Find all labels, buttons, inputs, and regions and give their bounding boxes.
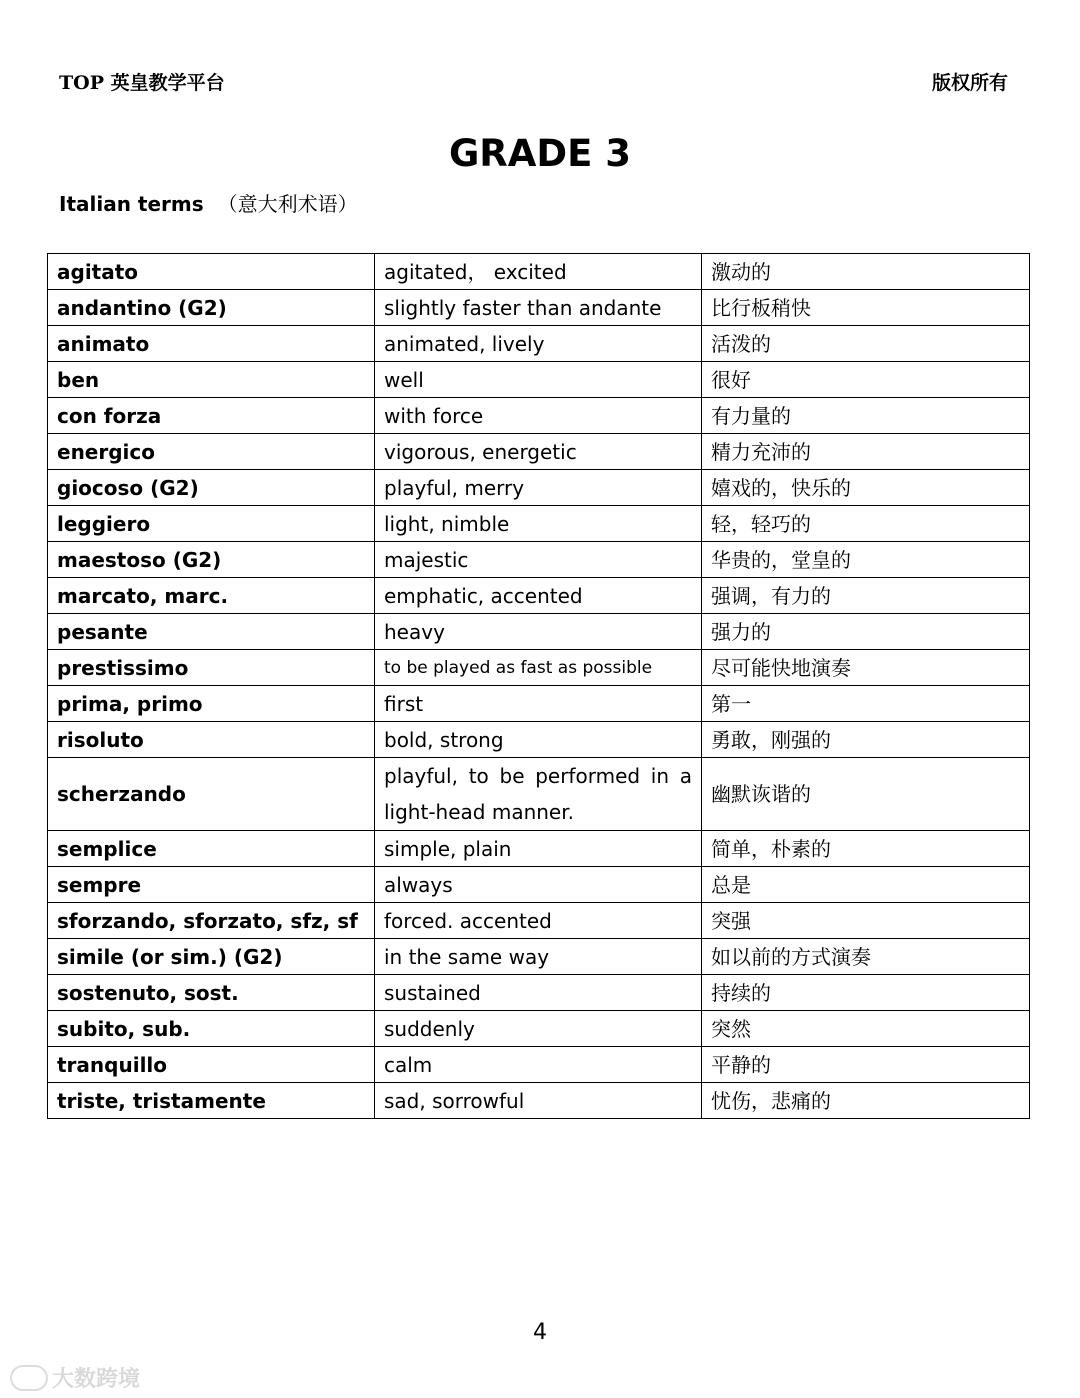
header-copyright: 版权所有 [931,72,1008,94]
term-cell: triste, tristamente [48,1083,375,1119]
table-row [48,1047,1030,1083]
chinese-cell: 有力量的 [702,398,1030,434]
table-row [48,939,1030,975]
table-row [48,326,1030,362]
page-number: 4 [533,1320,547,1345]
chinese-cell: 尽可能快地演奏 [702,650,1030,686]
watermark-text: 大数跨境 [52,1367,141,1392]
english-cell: calm [375,1047,702,1083]
term-cell: pesante [48,614,375,650]
chinese-cell: 幽默诙谐的 [702,758,1030,831]
term-cell: animato [48,326,375,362]
term-cell: leggiero [48,506,375,542]
section-subtitle [59,188,358,217]
term-cell: con forza [48,398,375,434]
term-cell: simile (or sim.) (G2) [48,939,375,975]
chinese-cell: 活泼的 [702,326,1030,362]
english-cell: in the same way [375,939,702,975]
chinese-cell: 强调，有力的 [702,578,1030,614]
table-row [48,470,1030,506]
term-cell: tranquillo [48,1047,375,1083]
term-cell: energico [48,434,375,470]
english-cell: playful, to be performed in a light-head manner. [375,758,702,831]
term-cell: prestissimo [48,650,375,686]
english-cell: simple, plain [375,831,702,867]
table-row [48,903,1030,939]
english-cell: sad, sorrowful [375,1083,702,1119]
term-cell: maestoso (G2) [48,542,375,578]
chinese-cell: 突然 [702,1011,1030,1047]
english-cell: agitated， excited [375,254,702,290]
term-cell: sostenuto, sost. [48,975,375,1011]
chinese-cell: 强力的 [702,614,1030,650]
english-cell: to be played as fast as possible [375,650,702,686]
table-row [48,686,1030,722]
chinese-cell: 总是 [702,867,1030,903]
english-cell: playful, merry [375,470,702,506]
term-cell: scherzando [48,758,375,831]
term-cell: agitato [48,254,375,290]
subtitle-chinese: （意大利术语） [217,192,358,216]
table-row [48,1083,1030,1119]
table-row [48,254,1030,290]
english-cell: always [375,867,702,903]
english-cell: well [375,362,702,398]
chinese-cell: 比行板稍快 [702,290,1030,326]
chinese-cell: 持续的 [702,975,1030,1011]
english-cell: forced. accented [375,903,702,939]
chinese-cell: 很好 [702,362,1030,398]
term-cell: prima, primo [48,686,375,722]
chinese-cell: 忧伤，悲痛的 [702,1083,1030,1119]
chinese-cell: 激动的 [702,254,1030,290]
table-row [48,290,1030,326]
term-cell: ben [48,362,375,398]
chinese-cell: 第一 [702,686,1030,722]
term-cell: semplice [48,831,375,867]
english-cell: bold, strong [375,722,702,758]
term-cell: sempre [48,867,375,903]
table-row [48,975,1030,1011]
table-row [48,362,1030,398]
watermark [10,1362,140,1393]
term-cell: subito, sub. [48,1011,375,1047]
english-cell: emphatic, accented [375,578,702,614]
english-cell: vigorous, energetic [375,434,702,470]
chinese-cell: 平静的 [702,1047,1030,1083]
chinese-cell: 轻，轻巧的 [702,506,1030,542]
term-cell: andantino (G2) [48,290,375,326]
table-row [48,758,1030,831]
term-cell: risoluto [48,722,375,758]
subtitle-english: Italian terms [59,192,204,216]
table-row [48,506,1030,542]
english-cell: slightly faster than andante [375,290,702,326]
table-row [48,614,1030,650]
watermark-logo-icon [10,1365,48,1391]
table-row [48,650,1030,686]
english-cell: first [375,686,702,722]
chinese-cell: 嬉戏的，快乐的 [702,470,1030,506]
term-cell: giocoso (G2) [48,470,375,506]
chinese-cell: 勇敢，刚强的 [702,722,1030,758]
term-cell: sforzando, sforzato, sfz, sf [48,903,375,939]
table-row [48,867,1030,903]
table-row [48,542,1030,578]
english-cell: with force [375,398,702,434]
header-platform-name: TOP 英皇教学平台 [59,72,225,94]
english-cell: animated, lively [375,326,702,362]
chinese-cell: 华贵的，堂皇的 [702,542,1030,578]
english-cell: sustained [375,975,702,1011]
chinese-cell: 精力充沛的 [702,434,1030,470]
english-cell: heavy [375,614,702,650]
table-row [48,398,1030,434]
english-cell: suddenly [375,1011,702,1047]
table-row [48,831,1030,867]
chinese-cell: 简单，朴素的 [702,831,1030,867]
table-row [48,434,1030,470]
italian-terms-table [47,253,1030,1119]
english-cell: light, nimble [375,506,702,542]
table-row [48,722,1030,758]
page-title: GRADE 3 [448,132,632,175]
chinese-cell: 突强 [702,903,1030,939]
term-cell: marcato, marc. [48,578,375,614]
english-cell: majestic [375,542,702,578]
chinese-cell: 如以前的方式演奏 [702,939,1030,975]
table-row [48,1011,1030,1047]
table-row [48,578,1030,614]
